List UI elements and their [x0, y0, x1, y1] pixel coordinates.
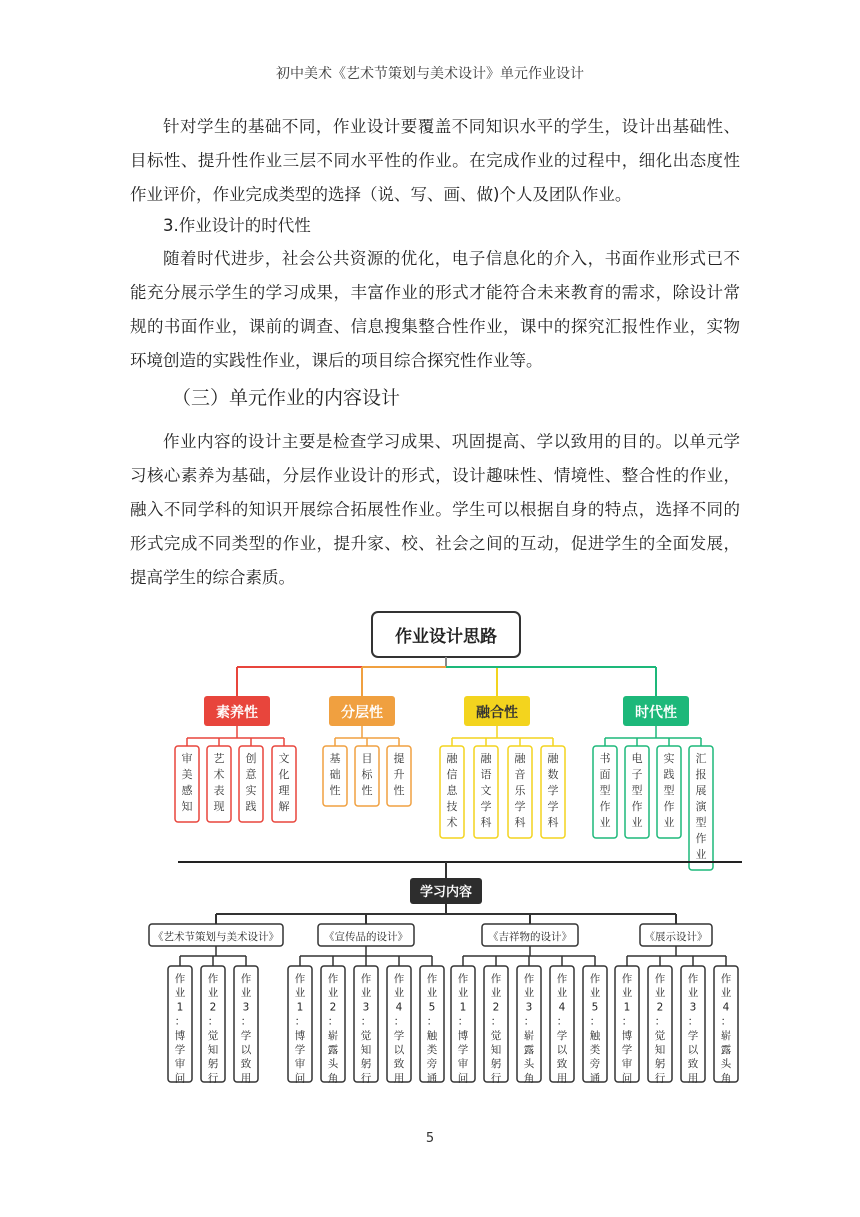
task-label: 作业 2 ：觉知躬行: [207, 973, 219, 1085]
task-label: 作业 4 ：学以致用: [393, 973, 405, 1085]
category-label: 素养性: [216, 705, 258, 721]
content-root-label: 学习内容: [419, 885, 473, 900]
task-label: 作业 2 ：觉知躬行: [654, 973, 666, 1085]
task-label: 作业 1 ：博学审问: [621, 973, 633, 1085]
task-label: 作业 3 ：学以致用: [687, 973, 699, 1085]
unit-label: 《展示设计》: [644, 931, 708, 943]
paragraph-1-text: 针对学生的基础不同，作业设计要覆盖不同知识水平的学生，设计出基础性、目标性、提升性作业三层不同水平性的作业。在完成作业的过程中，细化出态度性作业评价，作业完成类型的选择（说、写、画、做)个人及团队作业。: [130, 117, 740, 204]
leaf-label: 书面型作业: [599, 752, 611, 829]
category-label: 融合性: [476, 705, 518, 721]
category-label: 分层性: [341, 705, 383, 721]
unit-label: 《宣传品的设计》: [324, 931, 408, 943]
paragraph-3-text: 作业内容的设计主要是检查学习成果、巩固提高、学以致用的目的。以单元学习核心素养为基础，分层作业设计的形式，设计趣味性、情境性、整合性的作业，融入不同学科的知识开展综合拓展性作业。学生可以根据自身的特点，选择不同的形式完成不同类型的作业，提升家、校、社会之间的互动，促进学生的全面发展，提高学生的综合素质。: [130, 432, 740, 587]
leaf-label: 融语文学科: [480, 752, 492, 829]
category-label: 时代性: [635, 705, 677, 721]
leaf-label: 文化理解: [278, 752, 290, 813]
leaf-label: 提升性: [393, 752, 405, 797]
leaf-label: 汇报展演型作业: [695, 752, 707, 861]
task-label: 作业 2 ：觉知躬行: [490, 973, 502, 1085]
task-label: 作业 1 ：博学审问: [294, 973, 306, 1085]
leaf-label: 融数学学科: [547, 752, 559, 829]
task-label: 作业 3 ：崭露头角: [523, 973, 535, 1085]
root-label: 作业设计思路: [395, 627, 497, 647]
leaf-label: 基础性: [329, 752, 341, 797]
leaf-label: 电子型作业: [631, 752, 643, 829]
unit-label: 《吉祥物的设计》: [488, 931, 572, 943]
assignment-design-diagram: [0, 600, 860, 1100]
task-label: 作业 2 ：崭露头角: [327, 973, 339, 1085]
heading-3: 3.作业设计的时代性: [163, 216, 311, 235]
leaf-label: 融信息技术: [446, 752, 458, 829]
paragraph-3: [130, 425, 740, 595]
task-label: 作业 4 ：崭露头角: [720, 973, 732, 1085]
task-label: 作业 1 ：博学审问: [174, 973, 186, 1085]
task-label: 作业 4 ：学以致用: [556, 973, 568, 1085]
leaf-label: 艺术表现: [213, 752, 225, 813]
leaf-label: 审美感知: [181, 752, 193, 813]
leaf-label: 创意实践: [245, 752, 257, 813]
task-label: 作业 1 ：博学审问: [457, 973, 469, 1085]
unit-label: 《艺术节策划与美术设计》: [153, 931, 279, 943]
paragraph-1: [130, 110, 740, 212]
paragraph-2-text: 随着时代进步，社会公共资源的优化，电子信息化的介入，书面作业形式已不能充分展示学生的学习成果，丰富作业的形式才能符合未来教育的需求，除设计常规的书面作业，课前的调查、信息搜集整合性作业，课中的探究汇报性作业，实物环境创造的实践性作业，课后的项目综合探究性作业等。: [130, 249, 740, 370]
task-label: 作业 5 ：触类旁通: [589, 973, 601, 1085]
task-label: 作业 3 ：学以致用: [240, 973, 252, 1085]
page-number: 5: [425, 1131, 435, 1146]
page-header: 初中美术《艺术节策划与美术设计》单元作业设计: [276, 66, 584, 82]
task-label: 作业 3 ：觉知躬行: [360, 973, 372, 1085]
task-label: 作业 5 ：触类旁通: [426, 973, 438, 1085]
leaf-label: 融音乐学科: [514, 752, 526, 829]
leaf-label: 目标性: [361, 752, 373, 797]
paragraph-2: [130, 242, 740, 378]
leaf-label: 实践型作业: [663, 752, 675, 829]
section-heading: （三）单元作业的内容设计: [172, 387, 401, 409]
